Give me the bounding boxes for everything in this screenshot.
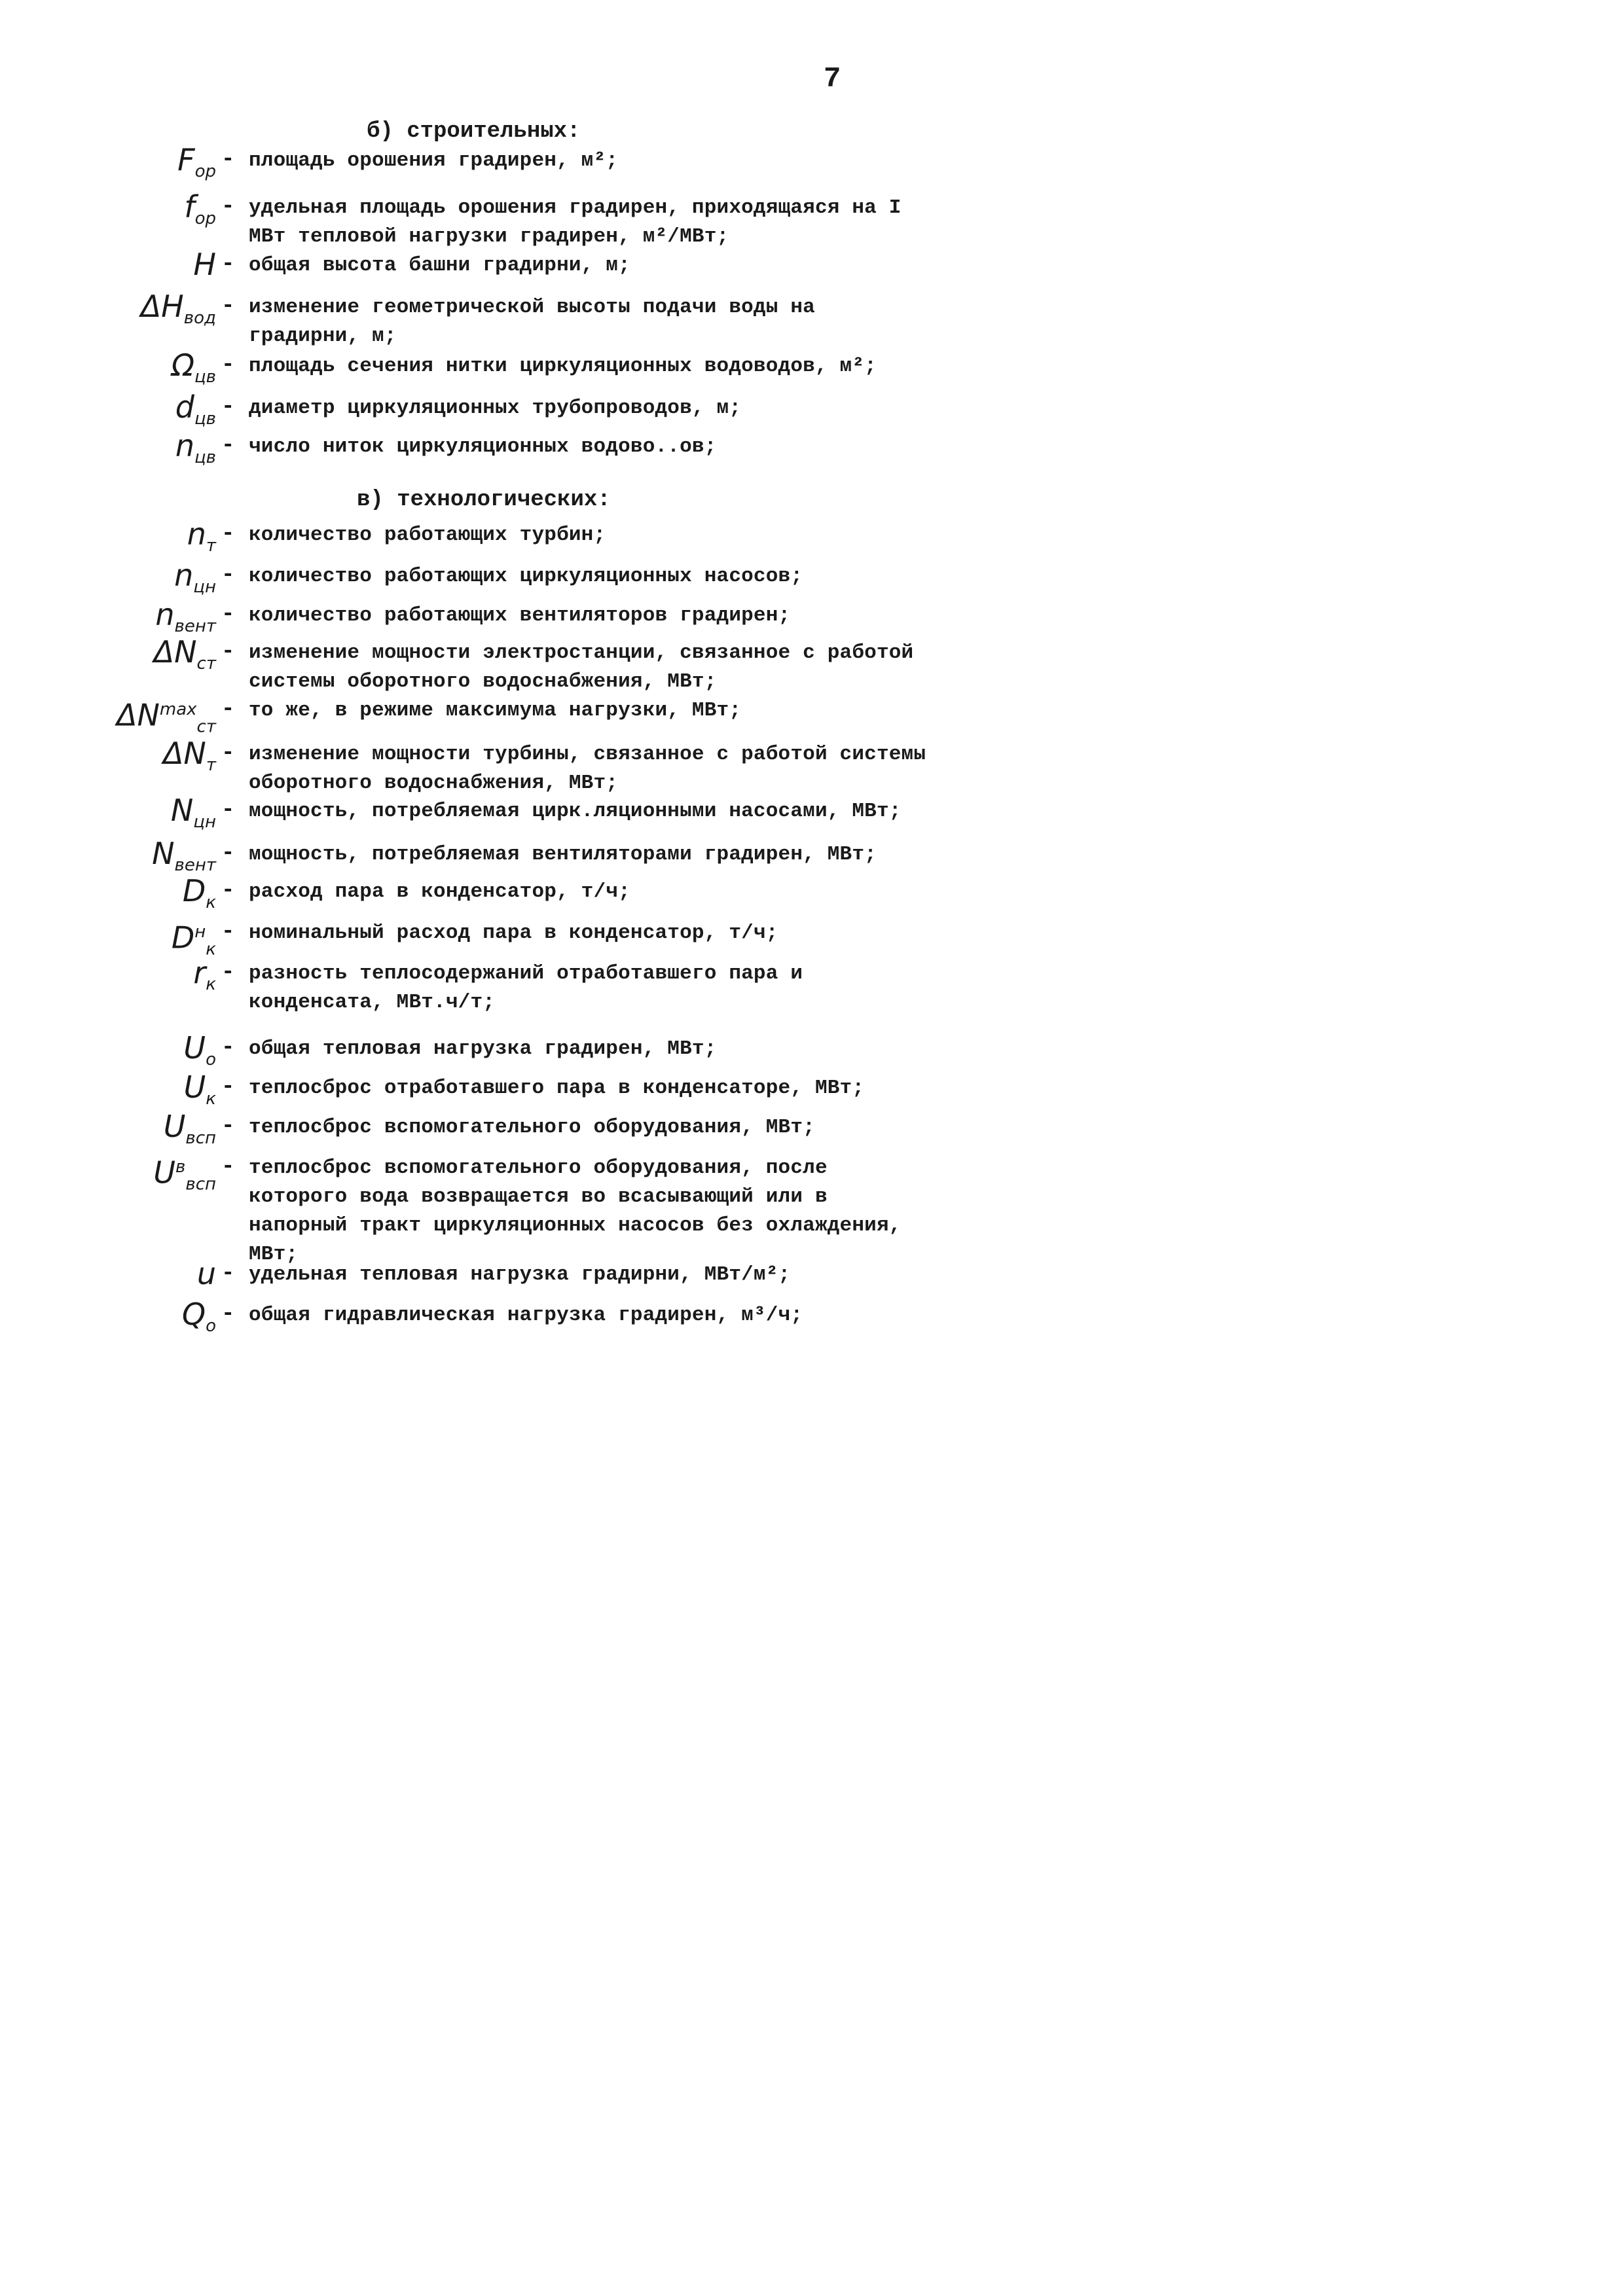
- dash-separator: -: [221, 841, 235, 866]
- symbol-subscript: вод: [183, 308, 216, 329]
- symbol-subscript: всп: [185, 1128, 216, 1149]
- symbol-superscript: max: [159, 700, 197, 719]
- symbol-base: r: [193, 955, 206, 990]
- dash-separator: -: [221, 395, 235, 420]
- symbol-subscript: цн: [193, 812, 216, 833]
- math-symbol: [52, 348, 216, 394]
- dash-separator: -: [221, 563, 235, 588]
- dash-separator: -: [221, 741, 235, 766]
- symbol-base: U: [153, 1155, 176, 1191]
- symbol-subscript: т: [206, 536, 216, 556]
- symbol-base: n: [175, 428, 194, 463]
- dash-separator: -: [221, 697, 235, 722]
- definition-text: теплосброс вспомогательного оборудования, после которого вода возвращается во всасывающий или в напорный тракт циркуляционных насосов без охлаждения, МВт;: [249, 1157, 902, 1266]
- math-symbol: [52, 956, 216, 1001]
- dash-separator: -: [221, 798, 235, 823]
- dash-separator: -: [221, 252, 235, 277]
- symbol-subscript: ор: [194, 162, 216, 182]
- math-symbol: [52, 793, 216, 839]
- symbol-subscript: цв: [194, 367, 216, 387]
- math-symbol: [52, 874, 216, 920]
- symbol-base: Ω: [171, 348, 194, 383]
- dash-separator: -: [221, 1261, 235, 1286]
- symbol-subscript: ст: [196, 654, 216, 674]
- definition-text: расход пара в конденсатор, т/ч;: [249, 880, 630, 903]
- definition-text: мощность, потребляемая цирк.ляционными насосами, МВт;: [249, 800, 902, 823]
- definition-text: изменение геометрической высоты подачи воды на градирни, м;: [249, 296, 815, 348]
- symbol-base: H: [193, 247, 216, 282]
- definition-text: удельная площадь орошения градирен, приходящаяся на I МВт тепловой нагрузки градирен, м²/МВт;: [249, 196, 902, 248]
- symbol-base: n: [155, 597, 175, 632]
- definition-text: общая тепловая нагрузка градирен, МВт;: [249, 1037, 717, 1060]
- definition-text: количество работающих вентиляторов градирен;: [249, 604, 791, 627]
- math-symbol: [52, 247, 216, 281]
- math-symbol: [52, 1150, 216, 1202]
- dash-separator: -: [221, 1035, 235, 1060]
- symbol-subscript: ор: [194, 209, 216, 229]
- symbol-subscript: к: [206, 939, 216, 960]
- symbol-base: d: [175, 389, 194, 425]
- dash-separator: -: [221, 1155, 235, 1179]
- section-title: в) технологических:: [357, 488, 611, 512]
- definition-text: диаметр циркуляционных трубопроводов, м;: [249, 397, 742, 420]
- math-symbol: [52, 635, 216, 681]
- definition-text: теплосброс вспомогательного оборудования, МВт;: [249, 1116, 815, 1139]
- symbol-base: D: [171, 920, 195, 956]
- symbol-subscript: к: [206, 893, 216, 913]
- symbol-base: n: [174, 558, 194, 593]
- symbol-subscript: о: [206, 1050, 216, 1070]
- symbol-subscript: ст: [196, 717, 216, 737]
- definition-text: общая высота башни градирни, м;: [249, 254, 630, 277]
- dash-separator: -: [221, 1114, 235, 1139]
- dash-separator: -: [221, 960, 235, 985]
- symbol-subscript: о: [206, 1316, 216, 1336]
- dash-separator: -: [221, 602, 235, 627]
- dash-separator: -: [221, 194, 235, 219]
- symbol-base: U: [183, 1069, 206, 1105]
- symbol-superscript: в: [175, 1157, 186, 1177]
- definition-text: номинальный расход пара в конденсатор, т/ч;: [249, 922, 778, 944]
- definition-text: общая гидравлическая нагрузка градирен, м³/ч;: [249, 1304, 803, 1327]
- dash-separator: -: [221, 920, 235, 944]
- symbol-subscript: цв: [194, 409, 216, 429]
- symbol-superscript: н: [194, 922, 206, 942]
- symbol-base: N: [170, 793, 194, 828]
- definition-text: число ниток циркуляционных водово..ов;: [249, 435, 717, 458]
- symbol-base: U: [163, 1109, 186, 1144]
- math-symbol: [52, 1297, 216, 1343]
- symbol-base: ΔH: [140, 289, 184, 324]
- symbol-base: ΔN: [153, 634, 197, 670]
- math-symbol: [52, 736, 216, 782]
- math-symbol: [52, 517, 216, 563]
- dash-separator: -: [221, 639, 235, 664]
- definition-text: площадь сечения нитки циркуляционных водоводов, м²;: [249, 355, 877, 378]
- symbol-subscript: вент: [174, 855, 216, 876]
- math-symbol: [52, 429, 216, 475]
- symbol-subscript: к: [206, 1089, 216, 1109]
- definition-text: теплосброс отработавшего пара в конденсаторе, МВт;: [249, 1077, 865, 1100]
- symbol-subscript: цв: [194, 448, 216, 468]
- symbol-base: D: [182, 873, 206, 908]
- section-title: б) строительных:: [367, 119, 581, 144]
- symbol-subscript: всп: [185, 1174, 216, 1194]
- dash-separator: -: [221, 522, 235, 547]
- definition-text: удельная тепловая нагрузка градирни, МВт/м²;: [249, 1263, 791, 1286]
- dash-separator: -: [221, 878, 235, 903]
- dash-separator: -: [221, 353, 235, 378]
- definition-text: то же, в режиме максимума нагрузки, МВт;: [249, 699, 742, 722]
- page-number: 7: [824, 63, 841, 96]
- dash-separator: -: [221, 433, 235, 458]
- definition-text: площадь орошения градирен, м²;: [249, 149, 619, 172]
- dash-separator: -: [221, 147, 235, 172]
- definition-text: изменение мощности турбины, связанное с работой системы оборотного водоснабжения, МВт;: [249, 743, 926, 795]
- symbol-base: F: [177, 142, 195, 177]
- symbol-base: Q: [181, 1297, 206, 1332]
- symbol-base: ΔN: [162, 736, 206, 771]
- math-symbol: [52, 1109, 216, 1155]
- symbol-subscript: к: [206, 975, 216, 995]
- symbol-base: n: [187, 516, 206, 552]
- symbol-base: U: [183, 1030, 206, 1066]
- math-symbol: [52, 1257, 216, 1291]
- symbol-base: ΔN: [117, 697, 160, 733]
- math-symbol: [52, 289, 216, 335]
- math-symbol: [52, 190, 216, 236]
- dash-separator: -: [221, 294, 235, 319]
- symbol-subscript: вент: [174, 617, 216, 637]
- math-symbol: [52, 143, 216, 188]
- definition-text: количество работающих турбин;: [249, 524, 606, 547]
- symbol-base: f: [184, 189, 195, 224]
- dash-separator: -: [221, 1075, 235, 1100]
- symbol-base: u: [196, 1256, 216, 1291]
- symbol-base: N: [152, 836, 175, 871]
- definition-text: мощность, потребляемая вентиляторами градирен, МВт;: [249, 843, 877, 866]
- symbol-subscript: цн: [193, 577, 216, 598]
- definition-text: разность теплосодержаний отработавшего пара и конденсата, МВт.ч/т;: [249, 962, 803, 1014]
- definition-text: количество работающих циркуляционных насосов;: [249, 565, 803, 588]
- dash-separator: -: [221, 1302, 235, 1327]
- definition-text: изменение мощности электростанции, связанное с работой системы оборотного водоснабжения, МВт;: [249, 641, 914, 693]
- symbol-subscript: т: [206, 755, 216, 776]
